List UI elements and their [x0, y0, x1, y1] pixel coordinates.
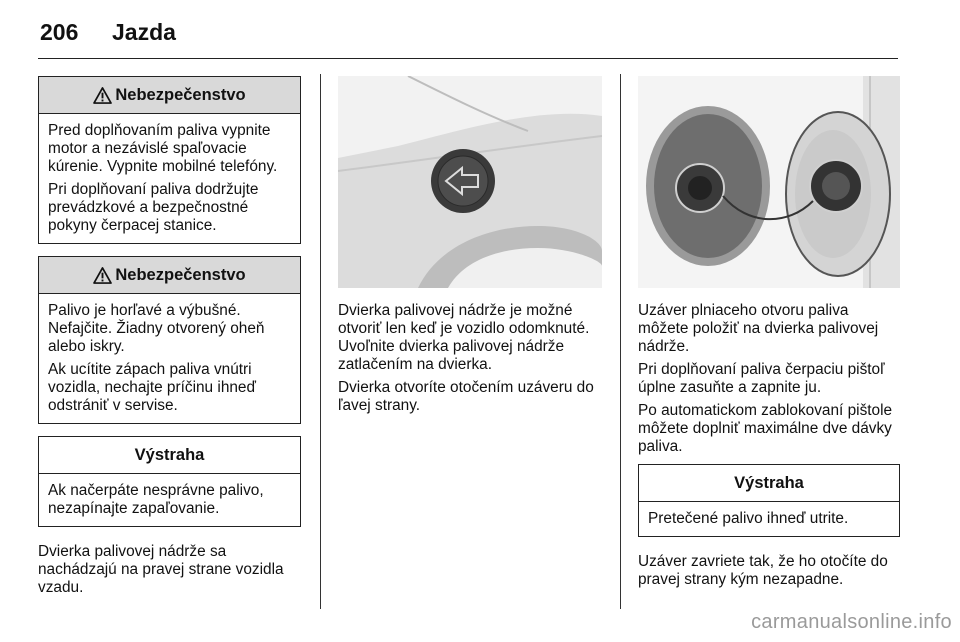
- warning-triangle-icon: [93, 87, 112, 104]
- danger-box-1-header: [39, 77, 300, 114]
- danger-box-2: [38, 256, 301, 424]
- column-3: [638, 76, 900, 594]
- page-number: 206: [40, 18, 79, 45]
- section-title: Jazda: [112, 18, 176, 45]
- column-1: [38, 76, 301, 602]
- danger-box-2-header: [39, 257, 300, 294]
- fuel-cap-illustration-icon: [638, 76, 900, 288]
- danger-box-1: [38, 76, 301, 244]
- caution-box: [38, 436, 301, 527]
- caution-box-body: [39, 474, 300, 526]
- column-3-caution-box-paragraph: Pretečené palivo ihneď utrite.: [648, 510, 849, 527]
- danger-box-2-paragraph-2: Ak ucítite zápach paliva vnútri vozidla, nechajte príčinu ihneď odstrániť v servise.: [48, 361, 256, 414]
- column-divider-2: [620, 74, 621, 609]
- danger-box-1-paragraph-2: Pri doplňovaní paliva dodržujte prevádzkové a bezpečnostné pokyny čerpacej stanice.: [48, 181, 259, 234]
- fuel-door-illustration-icon: [338, 76, 602, 288]
- column-3-caution-box-body: [639, 502, 899, 536]
- column-1-text: [38, 543, 301, 597]
- column-2-paragraph-1: Dvierka palivovej nádrže je možné otvoriť len keď je vozidlo odomknuté. Uvoľnite dvierka palivovej nádrže zatlačením na dvierka.: [338, 302, 590, 373]
- fuel-door-illustration: [338, 76, 602, 288]
- column-3-closing-paragraph: Uzáver zavriete tak, že ho otočíte do pravej strany kým nezapadne.: [638, 553, 888, 588]
- column-1-paragraph: Dvierka palivovej nádrže sa nachádzajú na pravej strane vozidla vzadu.: [38, 543, 284, 596]
- column-3-caution-box: [638, 464, 900, 537]
- caution-box-title: Výstraha: [134, 445, 205, 464]
- column-3-text: [638, 302, 900, 456]
- danger-box-2-title: Nebezpečenstvo: [115, 265, 246, 284]
- column-2: [338, 76, 602, 420]
- danger-box-1-title: Nebezpečenstvo: [115, 85, 246, 104]
- danger-box-2-paragraph-1: Palivo je horľavé a výbušné. Nefajčite. Žiadny otvorený oheň alebo iskry.: [48, 302, 265, 355]
- column-3-caution-box-header: [639, 465, 899, 502]
- watermark: carmanualsonline.info: [751, 611, 952, 633]
- column-3-caution-box-title: Výstraha: [734, 473, 804, 492]
- caution-box-header: [39, 437, 300, 474]
- column-2-text: [338, 302, 602, 415]
- danger-box-2-body: [39, 294, 300, 423]
- caution-box-paragraph: Ak načerpáte nesprávne palivo, nezapínajte zapaľovanie.: [48, 482, 264, 517]
- column-3-paragraph-1: Uzáver plniaceho otvoru paliva môžete položiť na dvierka palivovej nádrže.: [638, 302, 879, 355]
- column-divider-1: [320, 74, 321, 609]
- fuel-cap-illustration: [638, 76, 900, 288]
- column-2-paragraph-2: Dvierka otvoríte otočením uzáveru do ľavej strany.: [338, 379, 594, 414]
- column-3-paragraph-2: Pri doplňovaní paliva čerpaciu pištoľ úplne zasuňte a zapnite ju.: [638, 361, 885, 396]
- column-3-closing-text: [638, 553, 900, 589]
- page-header: [40, 14, 176, 50]
- header-rule: [38, 58, 898, 59]
- column-3-paragraph-3: Po automatickom zablokovaní pištole môžete doplniť maximálne dve dávky paliva.: [638, 402, 893, 455]
- warning-triangle-icon: [93, 267, 112, 284]
- danger-box-1-paragraph-1: Pred doplňovaním paliva vypnite motor a nezávislé spaľovacie kúrenie. Vypnite mobilné telefóny.: [48, 122, 278, 175]
- danger-box-1-body: [39, 114, 300, 243]
